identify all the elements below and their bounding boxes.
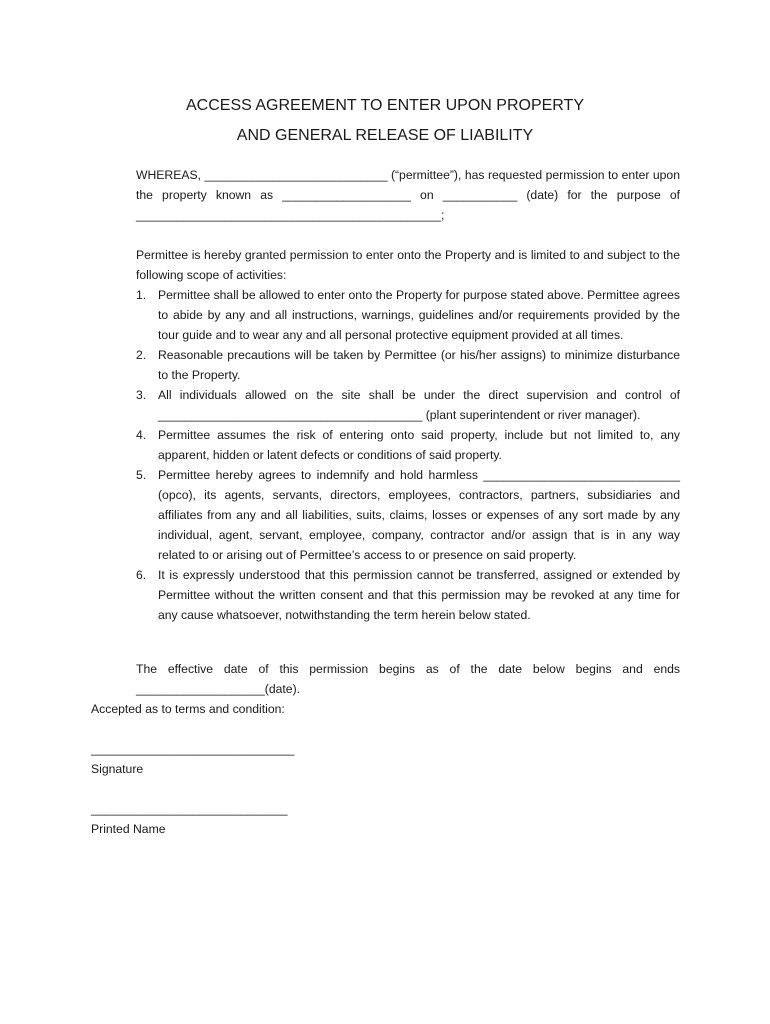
- effective-date-paragraph: The effective date of this permission begins as of the date below begins and ends ___________________(date).: [136, 662, 680, 696]
- signature-label: Signature: [91, 762, 144, 776]
- list-item: [136, 345, 680, 385]
- list-item-text: All individuals allowed on the site shall be under the direct supervision and control of _______________________________________ (plant superintendent or river manager).: [158, 388, 680, 422]
- list-item-number: 3.: [136, 388, 147, 402]
- document-title-line-1: ACCESS AGREEMENT TO ENTER UPON PROPERTY: [185, 97, 584, 114]
- list-item: [136, 465, 680, 565]
- scope-activities-list: [136, 285, 680, 625]
- printed-name-line[interactable]: _____________________________: [91, 802, 288, 816]
- list-item: [136, 285, 680, 345]
- list-item-text: It is expressly understood that this permission cannot be transferred, assigned or extended by Permittee without the written consent and that this permission may be revoked at any time for any cause whatsoever, notwithstanding the term herein below stated.: [158, 568, 680, 622]
- list-item-text: Permittee shall be allowed to enter onto the Property for purpose stated above. Permittee agrees to abide by any and all instructions, warnings, guidelines and/or requirements provided by the tour guide and to wear any and all personal protective equipment provided at all times.: [158, 288, 680, 342]
- printed-name-label: Printed Name: [91, 822, 166, 836]
- list-item-text: Permittee assumes the risk of entering onto said property, include but not limited to, any apparent, hidden or latent defects or conditions of said property.: [158, 428, 680, 462]
- document-title-line-2: AND GENERAL RELEASE OF LIABILITY: [236, 127, 534, 144]
- list-item-text: Permittee hereby agrees to indemnify and hold harmless _____________________________ (opco), its agents, servants, directors, employees, contractors, partners, subsidiaries and affiliates from any and all liabilities, suits, claims, losses or expenses of any sort made by any individual, agent, servant, employee, company, contractor and/or assign that is in any way related to or arising out of Permittee’s access to or presence on said property.: [158, 468, 680, 562]
- list-item: [136, 565, 680, 625]
- list-item-number: 2.: [136, 348, 147, 362]
- list-item-number: 5.: [136, 468, 147, 482]
- list-item-number: 6.: [136, 568, 147, 582]
- scope-intro-paragraph: Permittee is hereby granted permission to enter onto the Property and is limited to and subject to the following scope of activities:: [136, 248, 680, 282]
- list-item: [136, 385, 680, 425]
- list-item-number: 4.: [136, 428, 147, 442]
- accepted-terms-label: Accepted as to terms and condition:: [91, 702, 285, 716]
- signature-line[interactable]: ______________________________: [91, 742, 295, 756]
- list-item: [136, 425, 680, 465]
- whereas-paragraph: WHEREAS, ___________________________ (“permittee”), has requested permission to enter upon the property known as ___________________ on ___________ (date) for the purpose of _____________________________________________;: [136, 168, 680, 222]
- list-item-number: 1.: [136, 288, 147, 302]
- list-item-text: Reasonable precautions will be taken by Permittee (or his/her assigns) to minimize disturbance to the Property.: [158, 348, 680, 382]
